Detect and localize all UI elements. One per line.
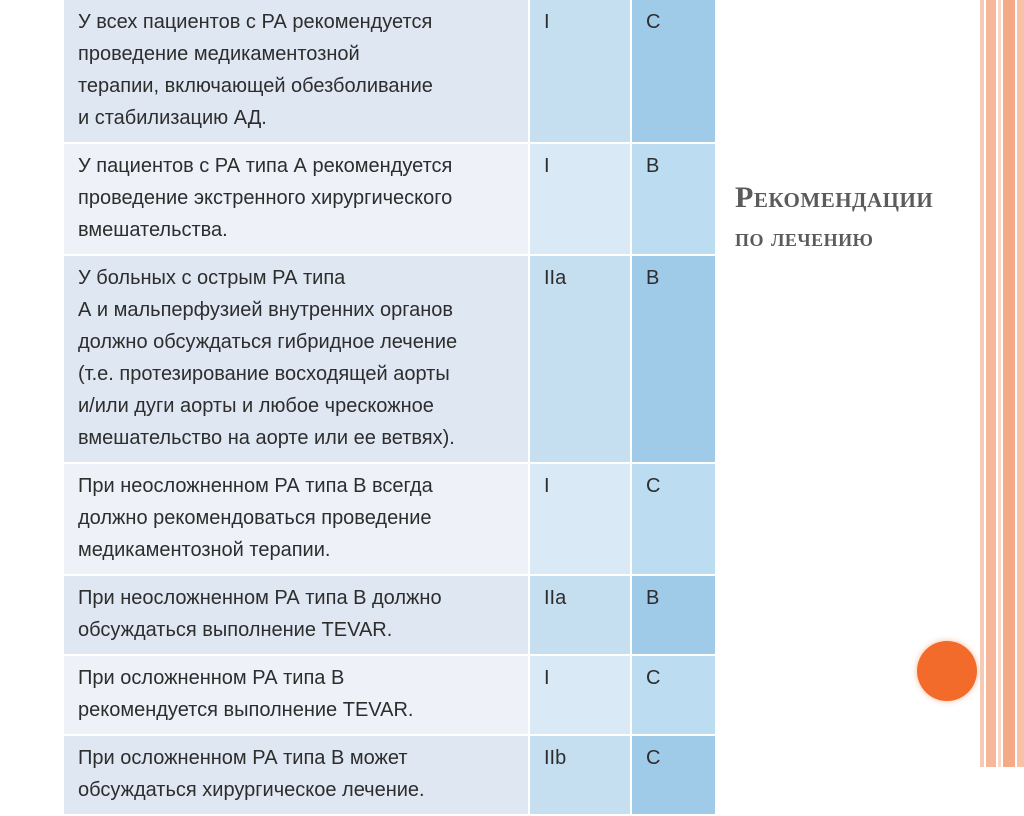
recommendation-text: При неосложненном РА типа В всегда должно рекомендоваться проведение медикаментозной терапии. (78, 475, 433, 561)
class-cell (529, 575, 631, 655)
level-cell (631, 0, 716, 143)
level-cell (631, 735, 716, 815)
recommendation-cell (64, 735, 529, 815)
table-row (64, 255, 716, 463)
recommendation-text: При неосложненном РА типа В должно обсуждаться выполнение TEVAR. (78, 587, 442, 641)
evidence-level: B (646, 587, 660, 609)
class-cell (529, 463, 631, 575)
decorative-circle-icon (917, 641, 977, 701)
recommendation-text: У всех пациентов с РА рекомендуется проведение медикаментозной терапии, включающей обезболивание и стабилизацию АД. (78, 11, 433, 129)
table-row (64, 575, 716, 655)
table-row (64, 463, 716, 575)
stripe (998, 0, 1001, 767)
recommendation-cell (64, 463, 529, 575)
evidence-level: C (646, 11, 661, 33)
table-row (64, 655, 716, 735)
recommendation-class: I (544, 475, 550, 497)
class-cell (529, 143, 631, 255)
evidence-level: C (646, 475, 661, 497)
class-cell (529, 255, 631, 463)
recommendation-cell (64, 655, 529, 735)
stripe (986, 0, 996, 767)
level-cell (631, 143, 716, 255)
evidence-level: C (646, 747, 661, 769)
recommendation-class: I (544, 11, 550, 33)
decorative-stripes (980, 0, 1024, 767)
table-row (64, 0, 716, 143)
recommendation-class: IIa (544, 267, 567, 289)
recommendation-text: При осложненном РА типа В рекомендуется выполнение TEVAR. (78, 667, 414, 721)
stripe (980, 0, 984, 767)
recommendation-text: При осложненном РА типа В может обсуждаться хирургическое лечение. (78, 747, 425, 801)
table-row (64, 735, 716, 815)
table-row (64, 143, 716, 255)
slide-title (735, 178, 1015, 258)
stripe (1003, 0, 1015, 767)
recommendation-text: У пациентов с РА типа А рекомендуется проведение экстренного хирургического вмешательства. (78, 155, 453, 241)
level-cell (631, 655, 716, 735)
recommendation-cell (64, 575, 529, 655)
evidence-level: B (646, 267, 660, 289)
recommendation-text: У больных с острым РА типа А и мальперфузией внутренних органов должно обсуждаться гибридное лечение (т.е. протезирование восходящей аорты и/или дуги аорты и любое чрескожное вмешательство на аорте или ее ветвях). (78, 267, 458, 449)
title-line-2: по лечению (735, 223, 874, 252)
stripe (1017, 0, 1024, 767)
title-line-1: Рекомендации (735, 181, 934, 214)
class-cell (529, 735, 631, 815)
recommendation-class: I (544, 155, 550, 177)
recommendation-class: IIa (544, 587, 567, 609)
recommendation-cell (64, 143, 529, 255)
level-cell (631, 463, 716, 575)
recommendation-cell (64, 255, 529, 463)
level-cell (631, 575, 716, 655)
class-cell (529, 0, 631, 143)
evidence-level: B (646, 155, 660, 177)
recommendation-class: IIb (544, 747, 567, 769)
evidence-level: C (646, 667, 661, 689)
recommendations-table (64, 0, 717, 816)
class-cell (529, 655, 631, 735)
recommendation-class: I (544, 667, 550, 689)
recommendation-cell (64, 0, 529, 143)
level-cell (631, 255, 716, 463)
